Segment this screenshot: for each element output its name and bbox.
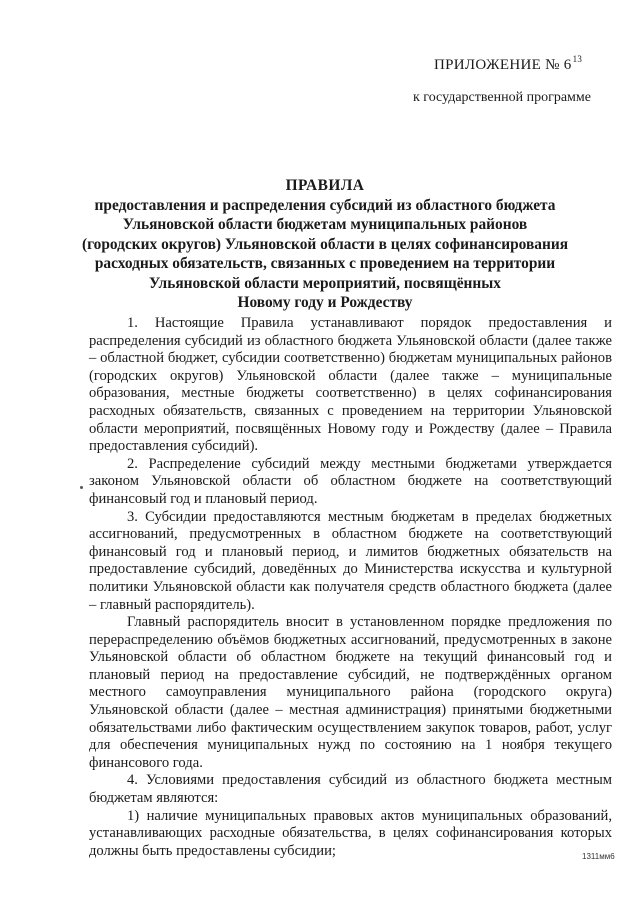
title-line: Новому году и Рождеству (237, 294, 413, 311)
annex-title-text: ПРИЛОЖЕНИЕ № 6 (434, 57, 572, 73)
title-line: Ульяновской области бюджетам муниципальных районов (122, 216, 528, 233)
title-line: предоставления и распределения субсидий из областного бюджета (94, 196, 556, 214)
title-line: (городских округов) Ульяновской области в целях софинансирования (81, 235, 569, 253)
title-heading: ПРАВИЛА (285, 177, 365, 194)
annex-superscript: 13 (572, 54, 583, 64)
annex-subtitle: к государственной программе (413, 90, 591, 105)
paragraph-1: 1. Настоящие Правила устанавливают порядок предоставления и распределения субсидий из областного бюджета Ульяновской области (далее также – областной бюджет, субсидии соответственно) бюджетам муниципальных районов (городских округов) Ульяновской области (далее также – муниципальные образования, местные бюджеты соответственно) в целях софинансирования расходных обязательств, связанных с проведением на территории Ульяновской области мероприятий, посвящённых Новому году и Рождеству (далее – Правила предоставления субсидий). (89, 315, 612, 455)
document-body (89, 315, 612, 860)
annex-title (434, 54, 582, 74)
margin-mark (80, 486, 83, 489)
paragraph-3: 3. Субсидии предоставляются местным бюджетам в пределах бюджетных ассигнований, предусмотренных в областном бюджете на соответствующий финансовый год и плановый период, и лимитов бюджетных обязательств на предоставление субсидий, доведённых до Министерства искусства и культурной политики Ульяновской области как получателя средств областного бюджета (далее – главный распорядитель). (89, 508, 612, 613)
document-title (60, 176, 590, 313)
paragraph-4-item-1: 1) наличие муниципальных правовых актов муниципальных образований, устанавливающих расходные обязательства, в целях софинансирования которых должны быть предоставлены субсидии; (89, 807, 612, 859)
paragraph-3-continued: Главный распорядитель вносит в установленном порядке предложения по перераспределению объёмов бюджетных ассигнований, предусмотренных в законе Ульяновской области об областном бюджете на текущий финансовый год и плановый период на предоставление субсидий, не подтверждённых органом местного самоуправления муниципального района (городского округа) Ульяновской области (далее – местная администрация) принятыми бюджетными обязательствами либо фактическим осуществлением закупок товаров, работ, услуг для обеспечения муниципальных нужд по состоянию на 1 ноября текущего финансового года. (89, 614, 612, 771)
paragraph-4: 4. Условиями предоставления субсидий из областного бюджета местным бюджетам являются: (89, 772, 612, 807)
paragraph-2: 2. Распределение субсидий между местными бюджетами утверждается законом Ульяновской области об областном бюджете на соответствующий финансовый год и плановый период. (89, 455, 612, 507)
footer-code: 1311мм6 (582, 852, 615, 861)
title-line: Ульяновской области мероприятий, посвящённых (149, 274, 501, 292)
title-line: расходных обязательств, связанных с проведением на территории (94, 255, 556, 272)
